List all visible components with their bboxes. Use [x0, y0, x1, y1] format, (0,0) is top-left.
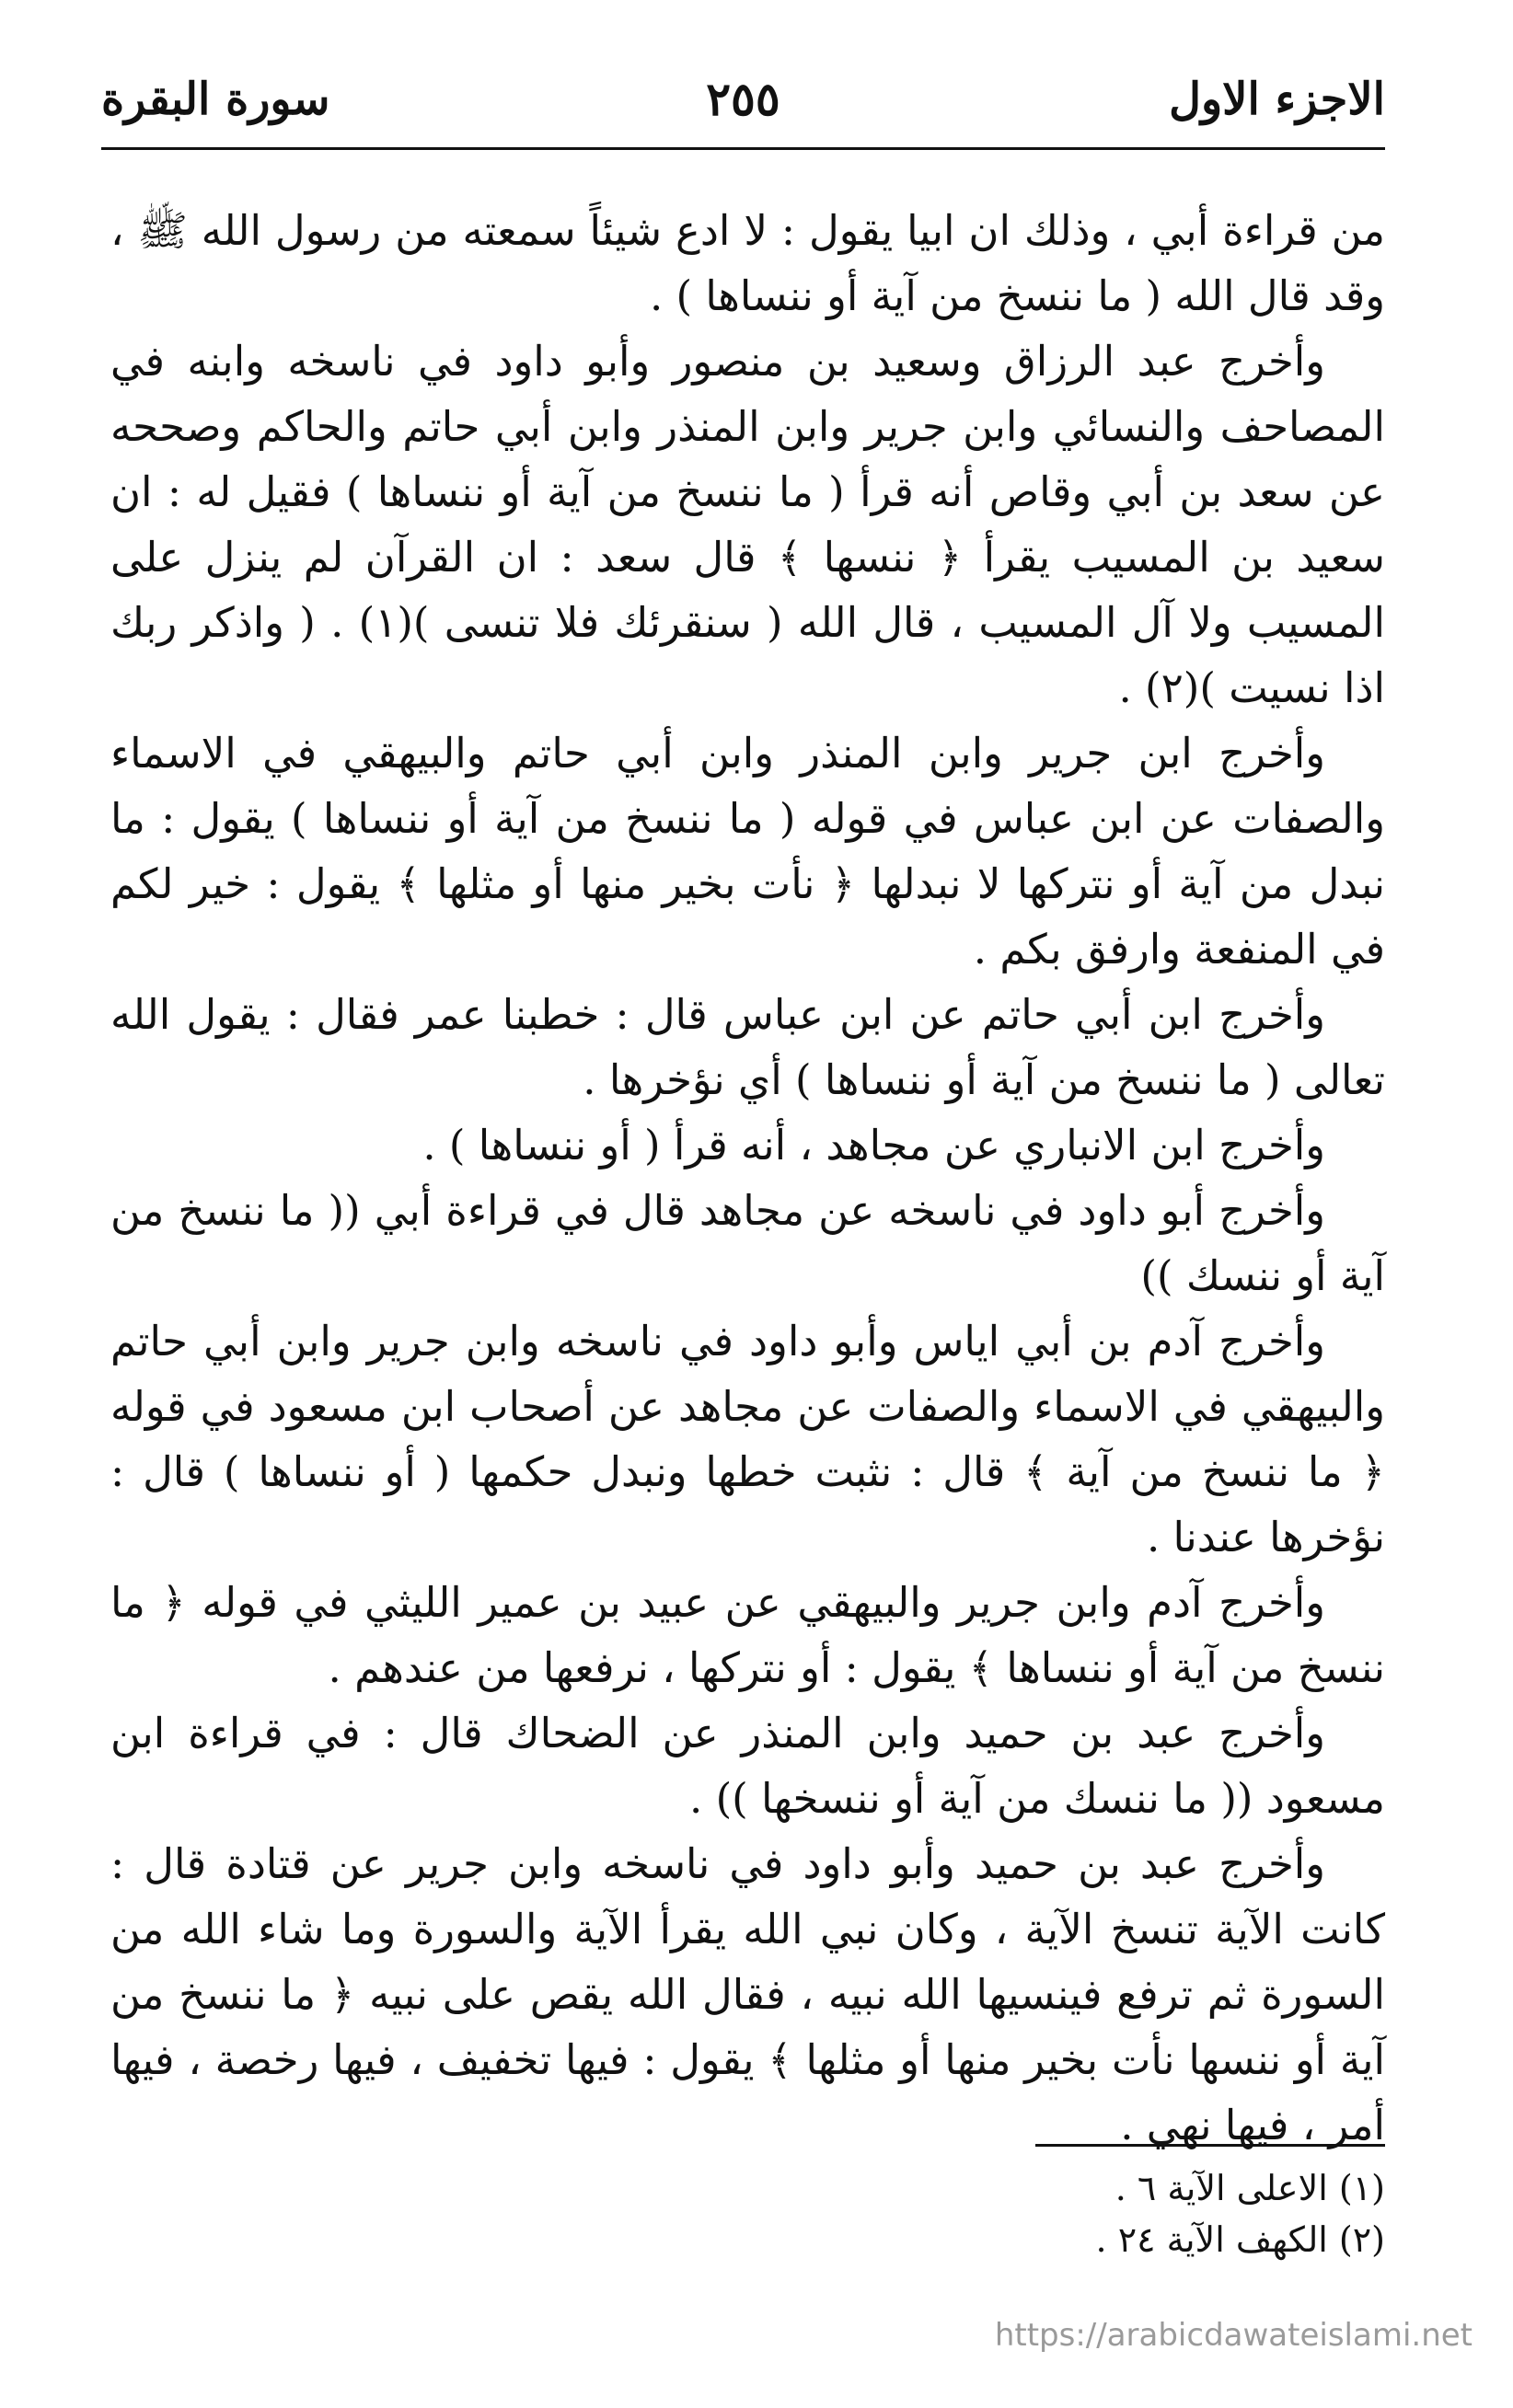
paragraph-7: وأخرج آدم بن أبي اياس وأبو داود في ناسخه وابن جرير وابن أبي حاتم والبيهقي في الاسماء والصفات عن مجاهد عن أصحاب ابن مسعود في قوله ﴿ ما ننسخ من آية ﴾ قال : نثبت خطها ونبدل حكمها ( أو ننساها ) قال : نؤخرها عندنا . [110, 1317, 1385, 1561]
paragraph-5: وأخرج ابن الانباري عن مجاهد ، أنه قرأ ( أو ننساها ) . [422, 1121, 1325, 1169]
paragraph-6: وأخرج أبو داود في ناسخه عن مجاهد قال في قراءة أبي (( ما ننسخ من آية أو ننسك )) [110, 1186, 1385, 1300]
paragraph-2: وأخرج عبد الرزاق وسعيد بن منصور وأبو داود في ناسخه وابنه في المصاحف والنسائي وابن جرير وابن المنذر وابن أبي حاتم والحاكم وصححه عن سعد بن أبي وقاص أنه قرأ ( ما ننسخ من آية أو ننساها ) فقيل له : ان سعيد بن المسيب يقرأ ﴿ ننسها ﴾ قال سعد : ان القرآن لم ينزل على المسيب ولا آل المسيب ، قال الله ( سنقرئك فلا تنسى )(١) . ( واذكر ربك اذا نسيت )(٢) . [110, 337, 1385, 712]
surah-title: سورة البقرة [101, 74, 330, 125]
footnote-1: (١) الاعلى الآية ٦ . [1115, 2168, 1385, 2208]
page-header [101, 64, 1385, 147]
paragraph-10: وأخرج عبد بن حميد وأبو داود في ناسخه وابن جرير عن قتادة قال : كانت الآية تنسخ الآية ، وكان نبي الله يقرأ الآية والسورة وما شاء الله من السورة ثم ترفع فينسيها الله نبيه ، فقال الله يقص على نبيه ﴿ ما ننسخ من آية أو ننسها نأت بخير منها أو مثلها ﴾ يقول : فيها تخفيف ، فيها رخصة ، فيها أمر ، فيها نهي . [110, 1839, 1385, 2149]
footnote-rule [1035, 2144, 1385, 2147]
paragraph-8: وأخرج آدم وابن جرير والبيهقي عن عبيد بن عمير الليثي في قوله ﴿ ما ننسخ من آية أو ننساها ﴾ يقول : أو نتركها ، نرفعها من عندهم . [110, 1578, 1385, 1692]
footnotes [828, 2162, 1385, 2265]
paragraph-3: وأخرج ابن جرير وابن المنذر وابن أبي حاتم والبيهقي في الاسماء والصفات عن ابن عباس في قوله ( ما ننسخ من آية أو ننساها ) يقول : ما نبدل من آية أو نتركها لا نبدلها ﴿ نأت بخير منها أو مثلها ﴾ يقول : خير لكم في المنفعة وارفق بكم . [110, 729, 1385, 974]
paragraph-9: وأخرج عبد بن حميد وابن المنذر عن الضحاك قال : في قراءة ابن مسعود (( ما ننسك من آية أو ننسخها )) . [110, 1709, 1385, 1823]
footnote-2: (٢) الكهف الآية ٢٤ . [1095, 2219, 1385, 2260]
part-title: الاجزء الاول [1169, 74, 1385, 125]
header-rule [101, 147, 1385, 150]
paragraph-1: من قراءة أبي ، وذلك ان ابيا يقول : لا ادع شيئاً سمعته من رسول الله ﷺ ، وقد قال الله ( ما ننسخ من آية أو ننساها ) . [110, 206, 1385, 320]
main-text [110, 198, 1385, 2158]
site-watermark: https://arabicdawateislami.net [994, 2317, 1473, 2354]
paragraph-4: وأخرج ابن أبي حاتم عن ابن عباس قال : خطبنا عمر فقال : يقول الله تعالى ( ما ننسخ من آية أو ننساها ) أي نؤخرها . [110, 990, 1385, 1104]
page-number: ٢٥٥ [706, 72, 780, 126]
